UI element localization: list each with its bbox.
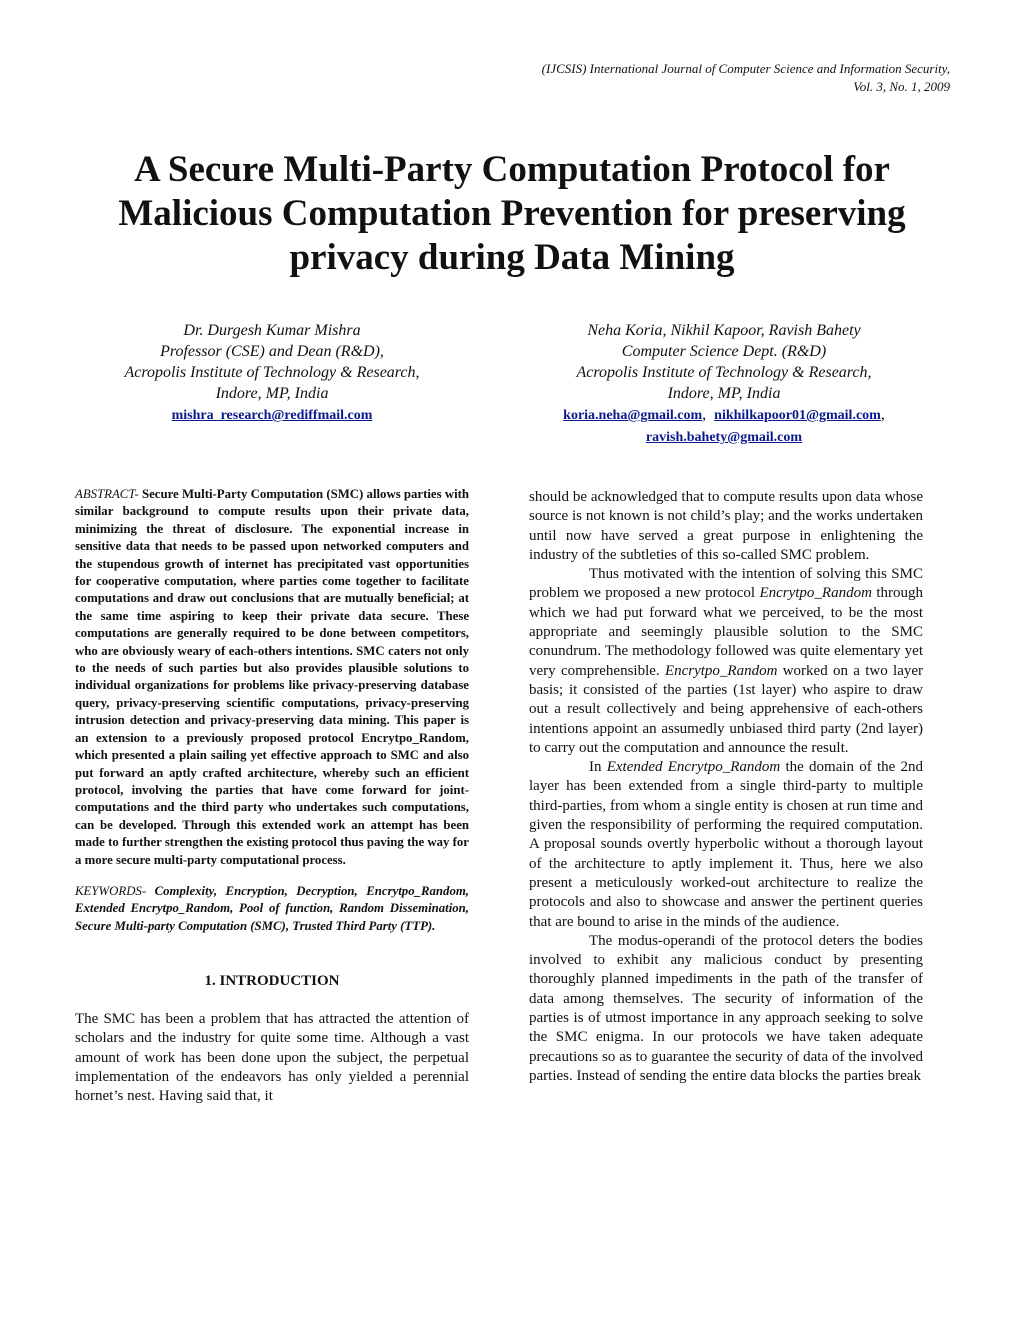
author-email-link-koria[interactable]: koria.neha@gmail.com <box>563 408 703 423</box>
author-location: Indore, MP, India <box>667 385 781 402</box>
body-paragraph-1: should be acknowledged that to compute results upon data whose source is not known is not child’s play; and the works undertaken until now have served a great purpose in enlightening the industry of the subtleties of this so-called SMC problem. <box>529 489 923 563</box>
protocol-name: Encrytpo_Random <box>759 585 872 602</box>
body-paragraph-4: The modus-operandi of the protocol deters the bodies involved to exhibit any malicious conduct by presenting thoroughly planned impediments in the path of the transfer of data among themselves. The security of information of the parties is of utmost importance in any approach seeking to solve the SMC enigma. In our protocols we have taken adequate precautions so as to guarantee the security of data of the involved parties. Instead of sending the entire data blocks the parties break <box>529 932 923 1084</box>
keywords <box>75 883 469 935</box>
journal-volume: Vol. 3, No. 1, 2009 <box>853 79 950 94</box>
keywords-text: Complexity, Encryption, Decryption, Encrytpo_Random, Extended Encrytpo_Random, Pool of function, Random Dissemination, Secure Multi-party Computation (SMC), Trusted Third Party (TTP). <box>75 883 470 933</box>
protocol-name: Encrytpo_Random <box>664 662 778 679</box>
author-email-link-kapoor[interactable]: nikhilkapoor01@gmail.com <box>714 408 881 423</box>
author-block-left <box>62 320 482 426</box>
keywords-label: KEYWORDS- <box>75 883 147 898</box>
author-dept: Computer Science Dept. (R&D) <box>621 343 827 360</box>
abstract <box>75 486 469 869</box>
author-institute: Acropolis Institute of Technology & Research, <box>576 364 872 381</box>
abstract-text: Secure Multi-Party Computation (SMC) allows parties with similar background to compute results upon their private data, minimizing the threat of disclosure. The exponential increase in sensitive data that needs to be passed upon networked computers and the stupendous growth of internet has precipitated vast opportunities for cooperative computation, where parties come together to facilitate computations and draw out conclusions that are mutually beneficial; at the same time aspiring to keep their private data secure. These computations are generally required to be done between competitors, who are obviously weary of each-others intentions. SMC caters not only to the needs of such parties but also provides plausible solutions to individual organizations for problems like privacy-preserving database query, privacy-preserving scientific computations, privacy-preserving intrusion detection and privacy-preserving data mining. This paper is an extension to a previously proposed protocol Encrytpo_Random, which presented a plain sailing yet effective approach to SMC and also put forward an aptly crafted architecture, whereby such an efficient protocol, involving the parties that have come forward for joint-computations and the third party who undertakes such computations, can be developed. Through this extended work an attempt has been made to further strengthen the existing protocol thus paving the way for a more secure multi-party computational process. <box>75 487 470 867</box>
abstract-label: ABSTRACT- <box>75 487 139 501</box>
author-block-right <box>514 320 934 448</box>
paper-title: A Secure Multi-Party Computation Protocol for Malicious Computation Prevention for preserving privacy during Data Mining <box>118 149 906 278</box>
author-email-link[interactable]: mishra_research@rediffmail.com <box>171 408 373 423</box>
left-column <box>75 486 469 1107</box>
protocol-name-extended: Extended Encrytpo_Random <box>606 759 781 776</box>
body-paragraph-2: Thus motivated with the intention of solving this SMC problem we proposed a new protocol Encrytpo_Random through which we had put forward what we perceived, to be the most appropriate and seemingly plausible solution to the SMC conundrum. The methodology followed was quite elementary yet very comprehensible. Encrytpo_Random worked on a two layer basis; it consisted of the parties (1st layer) who aspire to draw out a result collectively and being apprehensive of each-others intentions appoint an assumedly unbiased third party (2nd layer) to carry out the computation and announce the result. <box>529 566 923 756</box>
author-names: Neha Koria, Nikhil Kapoor, Ravish Bahety <box>587 322 861 339</box>
author-role: Professor (CSE) and Dean (R&D), <box>160 343 384 360</box>
right-column <box>529 486 923 1086</box>
journal-name: (IJCSIS) International Journal of Computer Science and Information Security, <box>541 61 950 76</box>
author-emails: koria.neha@gmail.com, nikhilkapoor01@gmail.com, ravish.bahety@gmail.com <box>563 406 885 445</box>
author-email-link-bahety[interactable]: ravish.bahety@gmail.com <box>645 430 803 445</box>
body-paragraph-3: In Extended Encrytpo_Random the domain of the 2nd layer has been extended from a single third-party to multiple third-parties, from whom a single entity is chosen at run time and given the responsibility of performing the required computation. A proposal sounds overtly hyperbolic without a thorough layout of the architecture to aptly implement it. Thus, here we also present a meticulously worked-out architecture to realize the protocols and also to showcase and answer the pertinent queries that are bound to arise in the minds of the audience. <box>529 759 924 930</box>
section-heading-introduction: 1. INTRODUCTION <box>204 973 340 990</box>
author-name: Dr. Durgesh Kumar Mishra <box>183 322 361 339</box>
intro-paragraph-1: The SMC has been a problem that has attracted the attention of scholars and the industry for quite some time. Although a vast amount of work has been done upon the subject, the perpetual implementation of the endeavors has only yielded a perennial hornet’s nest. Having said that, it <box>75 1011 469 1105</box>
author-institute: Acropolis Institute of Technology & Research, <box>124 364 420 381</box>
author-location: Indore, MP, India <box>215 385 329 402</box>
journal-header <box>542 60 950 96</box>
